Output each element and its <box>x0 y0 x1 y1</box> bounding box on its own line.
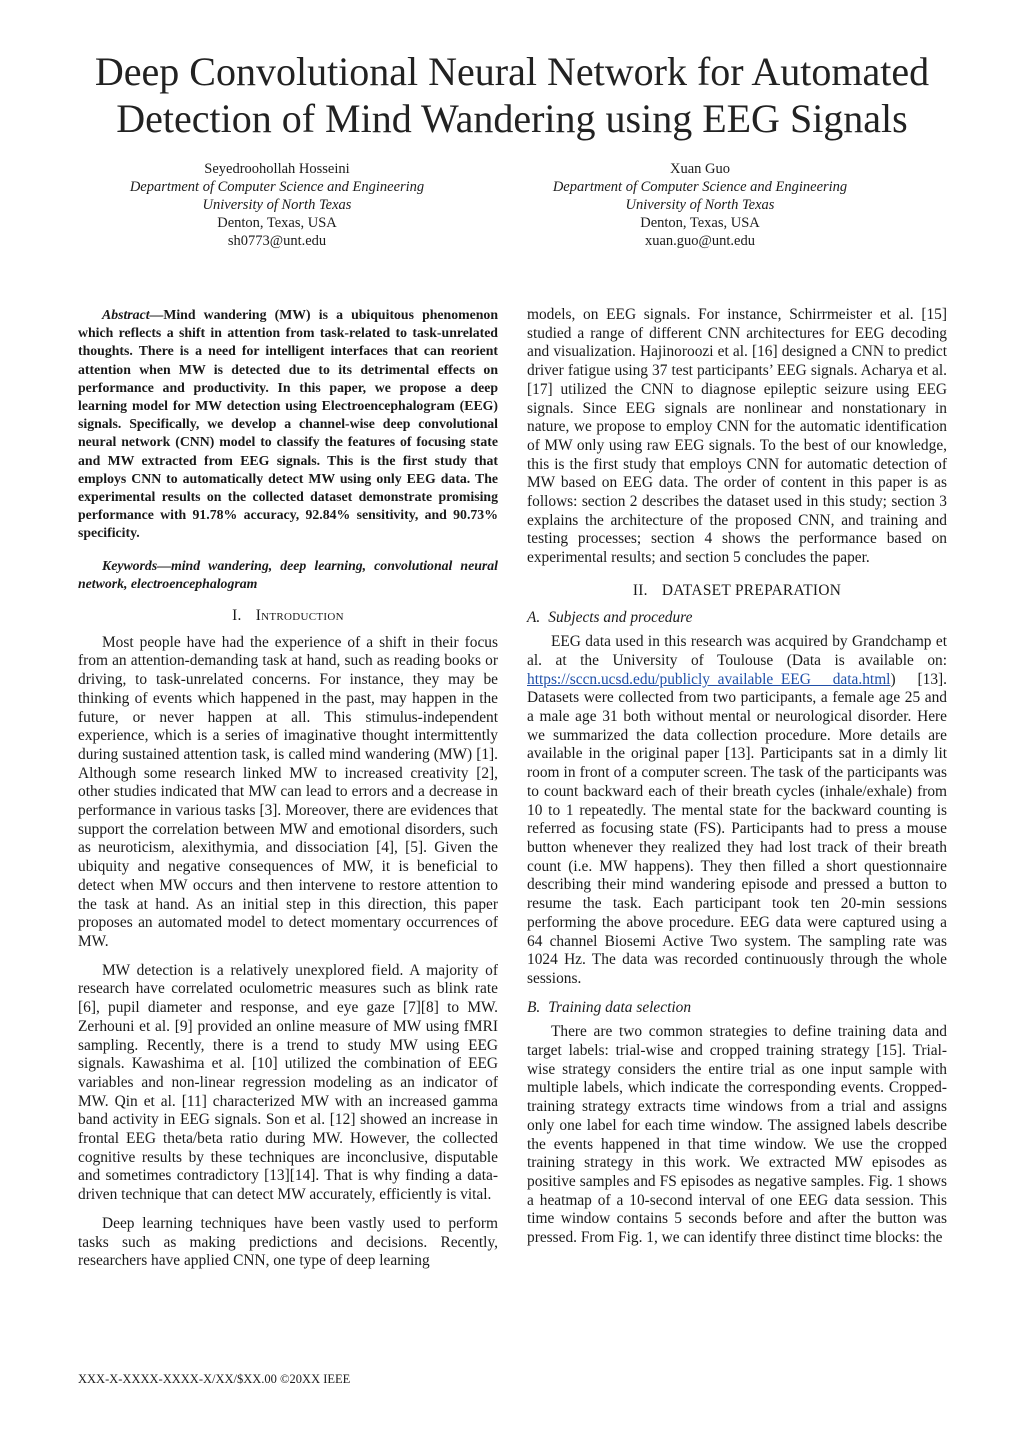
abstract-label: Abstract <box>102 307 150 322</box>
author-university: University of North Texas <box>625 197 775 213</box>
text-before-link: EEG data used in this research was acquired by Grandchamp et al. at the University of Toulouse (Data is available on: <box>527 633 947 669</box>
author-university: University of North Texas <box>202 197 352 213</box>
section-heading-dataset <box>527 582 947 601</box>
section-number: II. <box>632 581 648 599</box>
right-column <box>527 306 947 1258</box>
abstract <box>78 306 498 543</box>
abstract-text: —Mind wandering (MW) is a ubiquitous phenomenon which reflects a shift in attention from task-related to task-unrelated thoughts. There is a need for intelligent interfaces that can reorient attention when MW is detected due to its detrimental effects on performance and productivity. In this paper, we propose a deep learning model for MW detection using Electroencephalogram (EEG) signals. Specifically, we develop a channel-wise deep convolutional neural network (CNN) model to classify the features of focusing state and MW extracted from EEG signals. This is the first study that employs CNN to automatically detect MW using only EEG data. The experimental results on the collected dataset demonstrate promising performance with 91.78% accuracy, 92.84% sensitivity, and 90.73% specificity. <box>78 307 498 541</box>
section-heading-introduction <box>78 607 498 626</box>
author-department: Department of Computer Science and Engineering <box>129 179 425 195</box>
subsection-title: Training data selection <box>548 998 692 1016</box>
author-name: Seyedroohollah Hosseini <box>204 161 350 177</box>
title-line-1: Deep Convolutional Neural Network for Automated <box>94 49 930 94</box>
paragraph: MW detection is a relatively unexplored field. A majority of research have correlated oculometric measures such as blink rate [6], pupil diameter and response, and eye gaze [7][8] to MW. Zerhouni et al. [9] provided an online measure of MW using fMRI sampling. Recently, there is a trend to study MW using EEG signals. Kawashima et al. [10] utilized the combination of EEG variables and non-linear regression modeling as an indicator of MW. Qin et al. [11] characterized MW with an increased gamma band activity in EEG signals. Son et al. [12] showed an increase in frontal EEG theta/beta ratio during MW. However, the collected cognitive results by these techniques are inconclusive, disputable and sometimes contradictory [13][14]. That is why finding a data-driven technique that can detect MW accurately, efficiently is vital. <box>78 961 498 1204</box>
dataset-link[interactable]: https://sccn.ucsd.edu/publicly_available_EEG data.html <box>527 670 891 688</box>
author-block-2 <box>485 160 915 250</box>
paragraph: Deep learning techniques have been vastly used to perform tasks such as making predictions and decisions. Recently, researchers have applied CNN, one type of deep learning <box>78 1214 498 1270</box>
subsection-heading-subjects <box>527 609 947 628</box>
paper-title <box>0 48 1024 142</box>
section-title: DATASET PREPARATION <box>661 581 842 599</box>
author-block-1 <box>62 160 492 250</box>
paragraph: Most people have had the experience of a shift in their focus from an attention-demanding task at hand, such as reading books or driving, to task-unrelated concerns. For instance, they may be thinking of events which happened in the past, may happen in the future, or never happen at all. This stimulus-independent experience, which is a series of imaginative thought intermittently during sustained attention task, is called mind wandering (MW) [1]. Although some research linked MW to increased creativity [2], other studies indicated that MW can lead to errors and a decrease in performance in various tasks [3]. Moreover, there are evidences that support the correlation between MW and emotional disorders, such as neuroticism, alexithymia, and dissociation [4], [5]. Given the ubiquity and negative consequences of MW, it is beneficial to detect when MW occurs and then intervene to restore attention to the task at hand. As an initial step in this direction, this paper proposes an automated model to detect momentary occurrences of MW. <box>78 633 498 950</box>
section-number: I. <box>232 607 242 625</box>
author-location: Denton, Texas, USA <box>640 215 760 231</box>
author-department: Department of Computer Science and Engineering <box>552 179 848 195</box>
paragraph: models, on EEG signals. For instance, Schirrmeister et al. [15] studied a range of different CNN architectures for EEG decoding and visualization. Hajinoroozi et al. [16] designed a CNN to predict driver fatigue using 37 test participants’ EEG signals. Acharya et al. [17] utilized the CNN to diagnose epileptic seizure using EEG signals. Since EEG signals are nonlinear and nonstationary in nature, we propose to employ CNN for the automatic identification of MW only using raw EEG signals. To the best of our knowledge, this is the first study that employs CNN for automatic detection of MW based on EEG data. The order of content in this paper is as follows: section 2 describes the dataset used in this study; section 3 explains the architecture of the proposed CNN, and training and testing processes; section 4 shows the performance based on experimental results; and section 5 concludes the paper. <box>527 306 947 567</box>
author-name: Xuan Guo <box>669 161 730 177</box>
author-location: Denton, Texas, USA <box>217 215 337 231</box>
subsection-label: B. <box>527 998 541 1016</box>
subsection-label: A. <box>527 608 541 626</box>
author-email[interactable]: sh0773@unt.edu <box>227 233 327 249</box>
title-line-2: Detection of Mind Wandering using EEG Signals <box>116 96 908 141</box>
author-email[interactable]: xuan.guo@unt.edu <box>644 233 755 249</box>
section-title: Introduction <box>255 607 344 625</box>
keywords: Keywords—mind wandering, deep learning, convolutional neural network, electroencephalogram <box>78 557 498 591</box>
left-column <box>78 306 498 1281</box>
paragraph: There are two common strategies to define training data and target labels: trial-wise and cropped training strategy [15]. Trial-wise strategy considers the entire trial as one input sample with multiple labels, which indicate the corresponding events. Cropped-training strategy extracts time windows from a trial and assigns only one label for each time window. The assigned labels describe the events happened in that time window. We use the cropped training strategy in this work. We extracted MW episodes as positive samples and FS episodes as negative samples. Fig. 1 shows a heatmap of a 10-second interval of one EEG data session. This time window contains 5 seconds before and after the button was pressed. From Fig. 1, we can identify three distinct time blocks: the <box>527 1023 947 1247</box>
subsection-title: Subjects and procedure <box>548 608 693 626</box>
subsection-heading-training <box>527 999 947 1018</box>
paragraph <box>527 633 947 988</box>
copyright-footer: XXX-X-XXXX-XXXX-X/XX/$XX.00 ©20XX IEEE <box>78 1372 351 1386</box>
text-after-link: ) [13]. Datasets were collected from two participants, a female age 25 and a male age 31 both without mental or neurological disorder. Here we summarized the data collection procedure. More details are available in the original paper [13]. Participants sat in a dimly lit room in front of a computer screen. The task of the participants was to count backward each of their breath cycles (inhale/exhale) from 10 to 1 repeatedly. The mental state for the backward counting is referred as focusing state (FS). Participants had to press a mouse button whenever they realized they had lost track of their breath count (i.e. MW happens). They then filled a short questionnaire describing their mind wandering episode and pressed a button to resume the task. Each participant took ten 20-min sessions performing the above procedure. EEG data were captured using a 64 channel Biosemi Active Two system. The sampling rate was 1024 Hz. The data was recorded continuously through the whole sessions. <box>527 670 947 987</box>
